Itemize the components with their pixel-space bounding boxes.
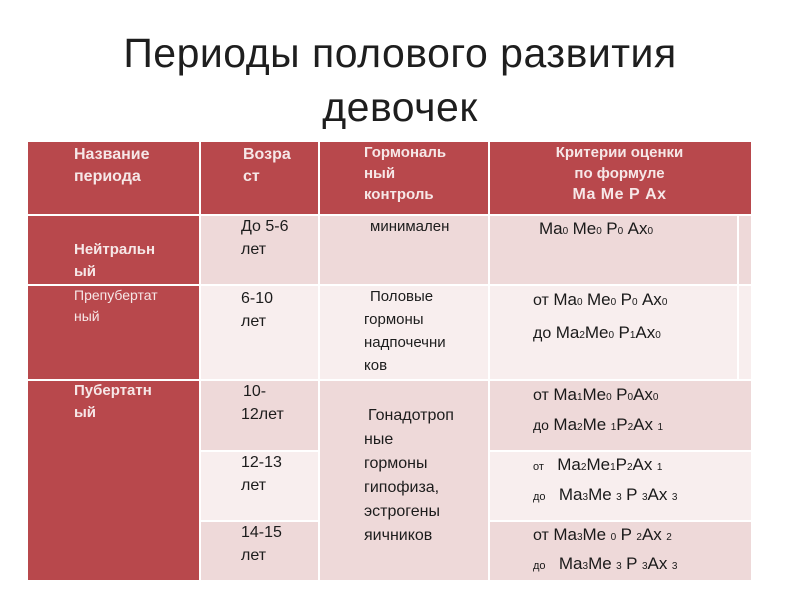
ax-index: 3 — [671, 561, 678, 572]
header-criteria-line: по формуле — [574, 165, 665, 182]
ma: Ma — [553, 385, 577, 404]
grid-line — [488, 520, 751, 522]
formula-from — [533, 523, 751, 550]
hormone-line: яичников — [364, 527, 433, 544]
row-pubertal-sub3-age — [199, 521, 318, 580]
grid-line — [737, 215, 739, 380]
header-period — [28, 142, 199, 215]
ax: Ax — [641, 290, 662, 309]
ax: Ax — [627, 219, 648, 238]
ax-index: 1 — [657, 422, 664, 433]
me: Me — [582, 415, 607, 434]
ma-index: 3 — [582, 492, 589, 503]
ax-index: 0 — [655, 330, 661, 341]
grid-line — [28, 284, 751, 286]
p-index: 2 — [636, 532, 642, 543]
row-pubertal-hormone — [318, 380, 488, 580]
me: Me — [588, 485, 612, 504]
header-hormonal-line: контроль — [364, 186, 434, 203]
name-line: ный — [74, 308, 100, 324]
p-index: 1 — [629, 330, 636, 341]
periods-table — [28, 142, 751, 580]
p: P — [616, 385, 628, 404]
p: P — [620, 525, 632, 544]
me: Me — [572, 219, 597, 238]
hormone-line: гормоны — [364, 455, 428, 472]
slide-title — [0, 26, 800, 134]
ma: Ma — [539, 219, 563, 238]
row-pubertal-sub2-criteria — [488, 451, 751, 521]
grid-line — [28, 379, 751, 381]
hormone-line: ные — [364, 431, 394, 448]
grid-line — [199, 450, 318, 452]
hormone-line: ков — [364, 357, 388, 374]
me-index: 1 — [610, 462, 616, 473]
age-line: лет — [241, 547, 267, 564]
formula-to — [533, 483, 751, 510]
row-neutral-age — [199, 215, 318, 285]
from-prefix: от — [533, 292, 549, 309]
header-period-line: Название — [74, 146, 150, 163]
ma-index: 2 — [577, 422, 583, 433]
p: P — [626, 554, 638, 573]
age-line: лет — [241, 241, 267, 258]
title-line-1: Периоды полового развития — [123, 30, 677, 76]
ma: Ma — [558, 485, 583, 504]
to-prefix: до — [533, 560, 546, 572]
ax-index: 2 — [666, 532, 672, 543]
ax: Ax — [632, 455, 653, 474]
ma: Ma — [557, 455, 581, 474]
p-index: 2 — [626, 462, 633, 473]
age-line: 12лет — [241, 406, 284, 423]
ax: Ax — [633, 415, 653, 434]
formula-to — [533, 321, 751, 348]
hormone-line: надпочечни — [364, 334, 446, 351]
from-prefix: от — [533, 527, 549, 544]
hormone-line: Гонадотроп — [368, 407, 454, 424]
grid-line — [199, 520, 318, 522]
ax: Ax — [633, 385, 653, 404]
to-prefix: до — [533, 325, 552, 342]
ma-index: 3 — [582, 561, 589, 572]
row-pubertal-sub1-age — [199, 380, 318, 451]
row-prepubertal-hormone — [318, 285, 488, 380]
me: Me — [582, 525, 607, 544]
hormone-line: минимален — [370, 218, 450, 235]
age-line: До 5-6 — [241, 218, 289, 235]
ax-index: 0 — [652, 392, 659, 403]
ma-index: 0 — [576, 297, 583, 308]
p: P — [620, 290, 632, 309]
p: P — [626, 485, 638, 504]
from-prefix: от — [533, 387, 549, 404]
p: P — [618, 323, 630, 342]
ax: Ax — [647, 485, 668, 504]
header-age-line: Возра — [243, 146, 291, 163]
me: Me — [584, 323, 609, 342]
p-index: 2 — [627, 422, 634, 433]
row-neutral-criteria — [488, 215, 751, 285]
ax-index: 3 — [671, 492, 678, 503]
me: Me — [588, 554, 612, 573]
hormone-line: гипофиза, — [364, 479, 440, 496]
age-line: 10- — [243, 383, 267, 400]
age-line: лет — [241, 477, 267, 494]
header-hormonal-line: ный — [364, 165, 396, 182]
age-line: 12-13 — [241, 454, 282, 471]
header-hormonal-line: Гормональ — [364, 144, 447, 161]
formula-to — [533, 413, 751, 440]
age-line: лет — [241, 313, 267, 330]
ax-index: 0 — [647, 226, 654, 237]
name-line: ый — [74, 263, 97, 280]
row-pubertal-sub1-criteria — [488, 380, 751, 451]
p-index: 3 — [641, 561, 648, 572]
p: P — [606, 219, 618, 238]
ma: Ma — [553, 290, 577, 309]
title-line-2: девочек — [322, 84, 478, 130]
me-index: 1 — [610, 422, 617, 433]
row-pubertal-name — [28, 380, 199, 580]
hormone-line: Половые — [370, 288, 434, 305]
hormone-line: эстрогены — [364, 503, 441, 520]
me-index: 0 — [610, 297, 617, 308]
header-criteria — [488, 142, 751, 215]
p-index: 0 — [627, 392, 634, 403]
row-prepubertal-name — [28, 285, 199, 380]
me-index: 3 — [616, 492, 622, 503]
p-index: 3 — [641, 492, 648, 503]
age-line: 14-15 — [241, 524, 282, 541]
ax-index: 1 — [656, 462, 663, 473]
ma-index: 1 — [576, 392, 583, 403]
ax: Ax — [647, 554, 668, 573]
from-prefix: от — [533, 461, 544, 473]
me-index: 0 — [596, 226, 602, 237]
ax: Ax — [641, 525, 662, 544]
row-prepubertal-age — [199, 285, 318, 380]
ma-index: 0 — [562, 226, 569, 237]
formula-from — [533, 383, 751, 410]
grid-line — [488, 142, 490, 580]
ma-index: 2 — [579, 330, 585, 341]
age-line: 6-10 — [241, 290, 274, 307]
header-hormonal — [318, 142, 488, 215]
formula-to — [533, 552, 751, 579]
to-prefix: до — [533, 491, 546, 503]
formula — [539, 217, 751, 244]
me-index: 3 — [616, 561, 622, 572]
p: P — [615, 455, 627, 474]
ax-index: 0 — [661, 297, 668, 308]
ma: Ma — [558, 554, 583, 573]
ma: Ma — [555, 323, 580, 342]
header-age — [199, 142, 318, 215]
me: Me — [586, 455, 611, 474]
formula-from — [533, 288, 751, 315]
hormone-line: гормоны — [364, 311, 424, 328]
row-pubertal-sub3-criteria — [488, 521, 751, 580]
ma-index: 2 — [580, 462, 587, 473]
ma: Ma — [553, 415, 578, 434]
p-index: 0 — [631, 297, 638, 308]
ax: Ax — [635, 323, 656, 342]
p: P — [616, 415, 628, 434]
row-neutral-name — [28, 215, 199, 285]
header-age-line: ст — [243, 168, 260, 185]
p-index: 0 — [617, 226, 624, 237]
grid-line — [199, 142, 201, 580]
grid-line — [318, 142, 320, 580]
name-line: Пубертатн — [74, 382, 152, 399]
header-period-line: периода — [74, 168, 141, 185]
me-index: 0 — [608, 330, 615, 341]
name-line: ый — [74, 404, 97, 421]
grid-line — [28, 214, 751, 216]
ma-index: 3 — [576, 532, 583, 543]
row-pubertal-sub2-age — [199, 451, 318, 521]
grid-line — [488, 450, 751, 452]
me: Me — [582, 385, 607, 404]
me-index: 0 — [606, 392, 612, 403]
me: Me — [586, 290, 611, 309]
name-line: Препубертат — [74, 287, 158, 303]
row-neutral-hormone — [318, 215, 488, 285]
to-prefix: до — [533, 417, 549, 433]
formula-from — [533, 453, 751, 480]
header-criteria-formula: Ма Ме Р Ах — [572, 186, 667, 203]
header-criteria-line: Критерии оценки — [555, 144, 684, 161]
ma: Ma — [553, 525, 577, 544]
row-prepubertal-criteria — [488, 285, 751, 380]
name-line: Нейтральн — [74, 241, 156, 258]
me-index: 0 — [610, 532, 617, 543]
